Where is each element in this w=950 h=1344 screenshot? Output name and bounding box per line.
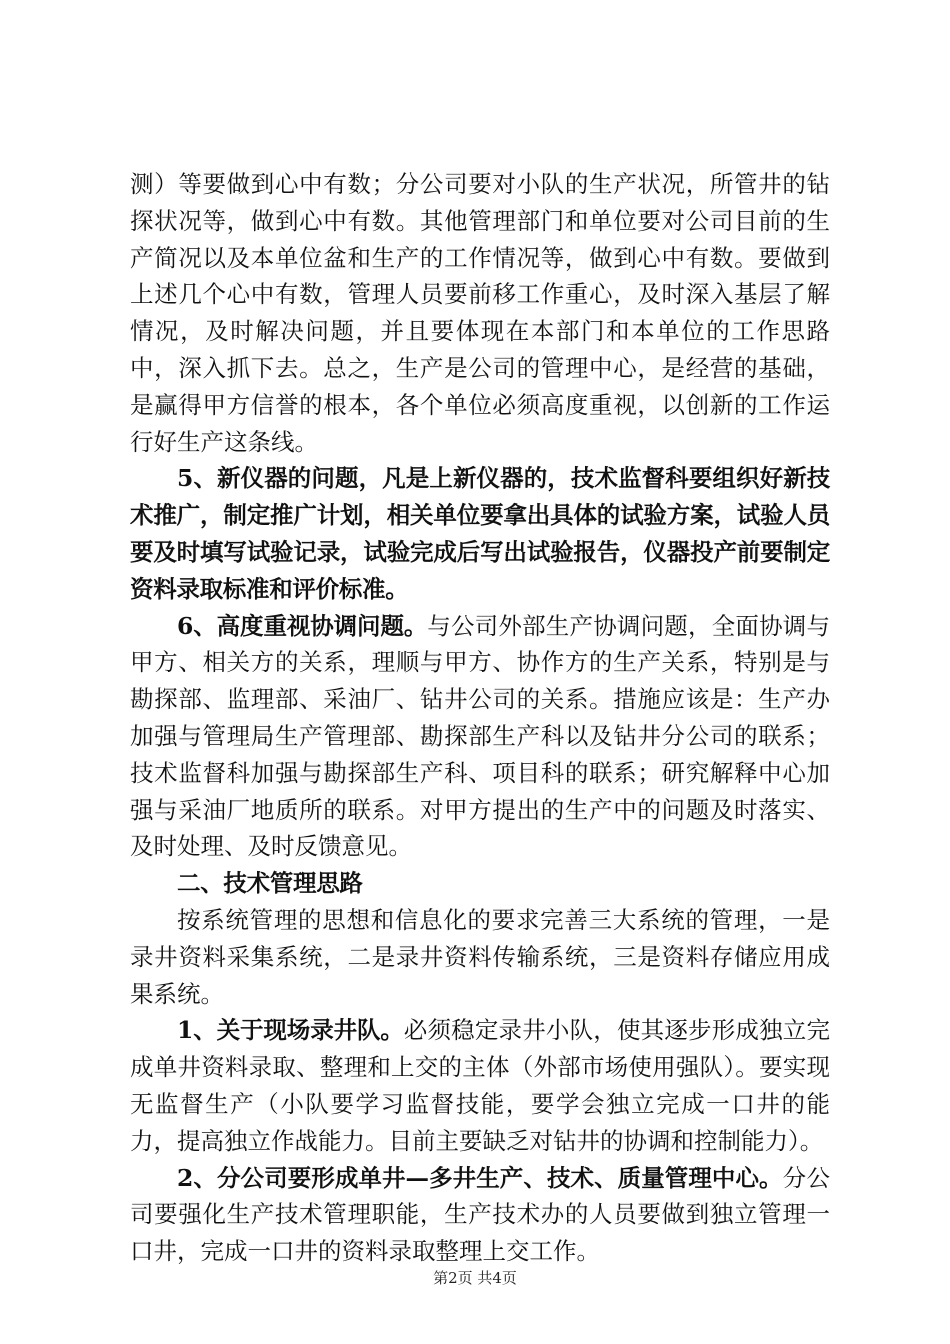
paragraph-5 xyxy=(130,902,830,1012)
paragraph-6-text: 必须稳定录井小队，使其逐步形成独立完成单井资料录取、整理和上交的主体（外部市场使用强队）。要实现无监督生产（小队要学习监督技能，要学会独立完成一口井的能力，提高独立作战能力。目前主要缺乏对钻井的协调和控制能力）。 xyxy=(130,1016,831,1155)
paragraph-3 xyxy=(130,608,830,866)
section-heading-text: 二、技术管理思路 xyxy=(177,869,363,898)
paragraph-5-text: 按系统管理的思想和信息化的要求完善三大系统的管理，一是录井资料采集系统，二是录井资料传输系统，三是资料存储应用成果系统。 xyxy=(130,905,830,1008)
paragraph-7 xyxy=(130,1160,830,1270)
paragraph-6 xyxy=(130,1012,830,1159)
paragraph-2-bold: 5、新仪器的问题，凡是上新仪器的，技术监督科要组织好新技术推广，制定推广计划，相关单位要拿出具体的试验方案，试验人员要及时填写试验记录，试验完成后写出试验报告，仪器投产前要制定资料录取标准和评价标准。 xyxy=(130,464,830,603)
section-heading xyxy=(130,865,830,902)
page-number: 第2页 共4页 xyxy=(433,1269,517,1287)
paragraph-7-bold: 2、分公司要形成单井—多井生产、技术、质量管理中心。 xyxy=(177,1163,783,1192)
paragraph-1 xyxy=(130,166,830,460)
paragraph-3-text: 与公司外部生产协调问题，全面协调与甲方、相关方的关系，理顺与甲方、协作方的生产关系，特别是与勘探部、监理部、采油厂、钻井公司的关系。措施应该是：生产办加强与管理局生产管理部、勘探部生产科以及钻井分公司的联系；技术监督科加强与勘探部生产科、项目科的联系；研究解释中心加强与采油厂地质所的联系。对甲方提出的生产中的问题及时落实、及时处理、及时反馈意见。 xyxy=(130,611,831,861)
paragraph-6-bold: 1、关于现场录井队。 xyxy=(177,1016,404,1045)
document-body xyxy=(130,166,830,1270)
paragraph-2 xyxy=(130,460,830,607)
paragraph-1-text: 测）等要做到心中有数；分公司要对小队的生产状况，所管井的钻探状况等，做到心中有数。其他管理部门和单位要对公司目前的生产简况以及本单位盆和生产的工作情况等，做到心中有数。要做到上述几个心中有数，管理人员要前移工作重心，及时深入基层了解情况，及时解决问题，并且要体现在本部门和本单位的工作思路中，深入抓下去。总之，生产是公司的管理中心，是经营的基础，是赢得甲方信誉的根本，各个单位必须高度重视，以创新的工作运行好生产这条线。 xyxy=(130,170,830,456)
paragraph-3-bold: 6、高度重视协调问题。 xyxy=(177,611,428,640)
paragraph-7-text: 分公司要强化生产技术管理职能，生产技术办的人员要做到独立管理一口井，完成一口井的资料录取整理上交工作。 xyxy=(130,1163,830,1266)
